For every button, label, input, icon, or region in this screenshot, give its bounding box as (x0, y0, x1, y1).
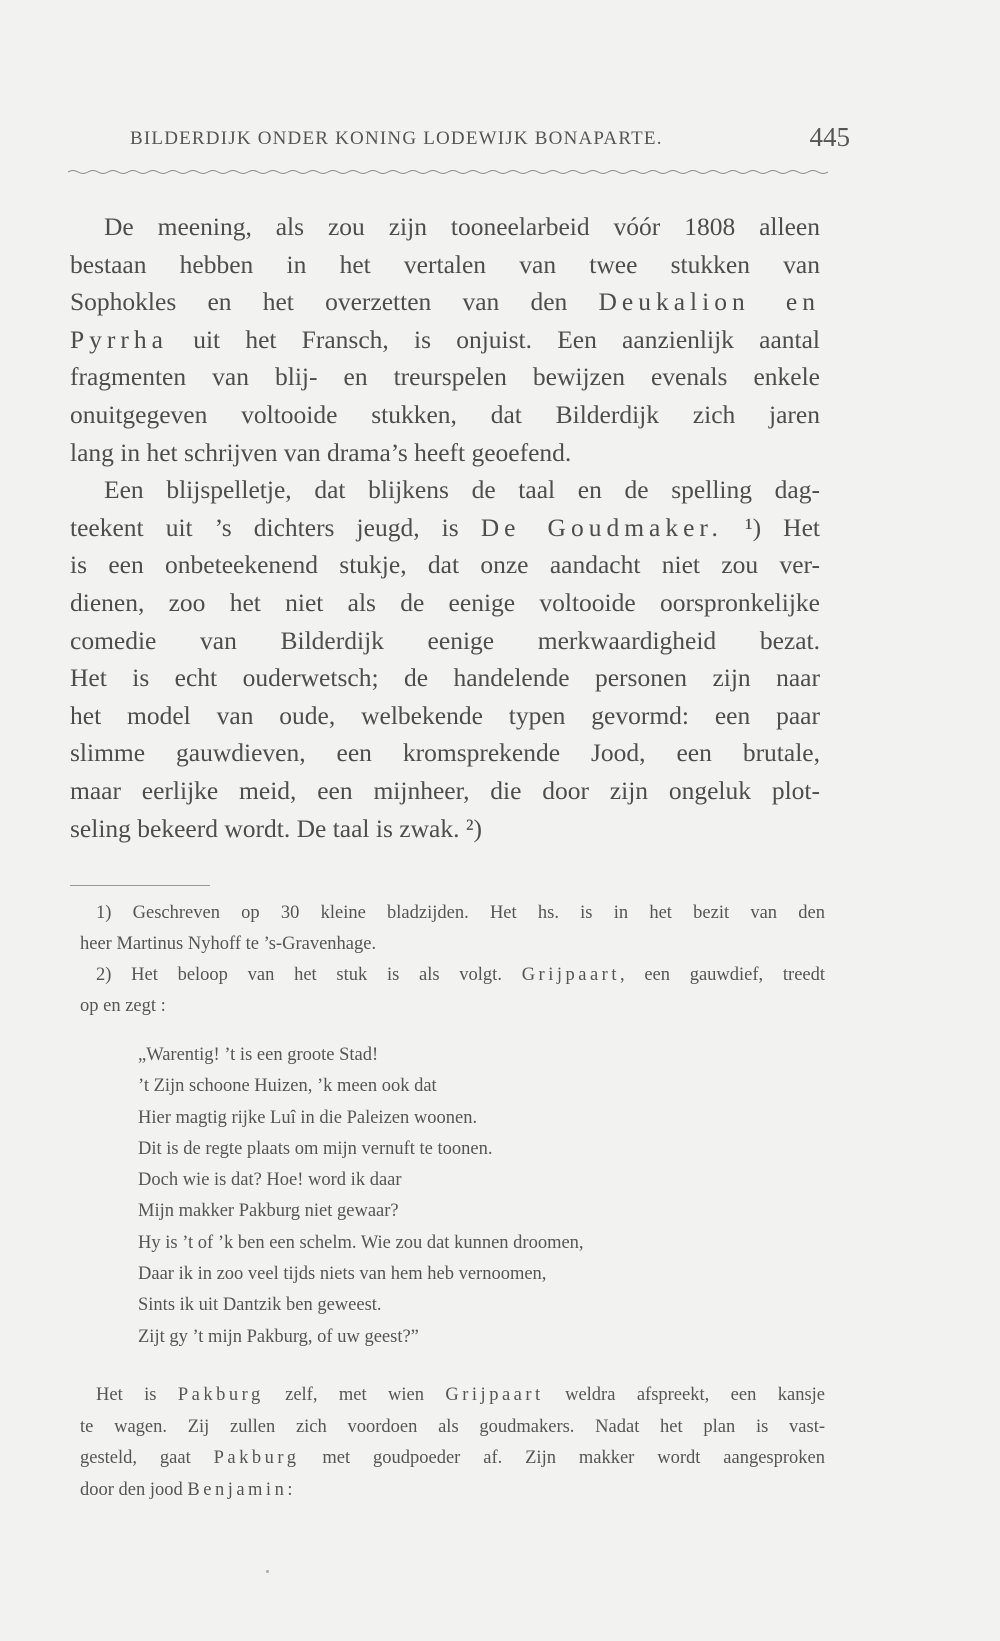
poem-line: „Warentig! ’t is een groote Stad! (138, 1045, 379, 1065)
poem-line: ’t Zijn schoone Huizen, ’k meen ook dat (138, 1076, 437, 1097)
spaced-name: Benjamin: (187, 1479, 296, 1500)
poem-line: Doch wie is dat? Hoe! word ik daar (138, 1170, 402, 1191)
spaced-name: Pakburg (213, 1448, 300, 1469)
text-line: Een blijspelletje, dat blijkens de taal en de spelling dag- (104, 475, 820, 505)
spaced-name: Grijpaart (521, 965, 620, 985)
text-line: fragmenten van blij- en treurspelen bewijzen evenals enkele (70, 362, 820, 392)
footnote-divider (70, 885, 210, 886)
footnote-continuation (80, 1380, 825, 1506)
text-line: Het is echt ouderwetsch; de handelende personen zijn naar (70, 663, 820, 693)
decorative-wavy-rule (68, 168, 828, 176)
footnote-line: door den jood Benjamin: (80, 1479, 296, 1500)
footnotes (80, 898, 825, 1022)
text-line: De meening, als zou zijn tooneelarbeid vóór 1808 alleen (104, 212, 820, 241)
poem-line: Mijn makker Pakburg niet gewaar? (138, 1201, 399, 1222)
text-line: onuitgegeven voltooide stukken, dat Bilderdijk zich jaren (70, 399, 820, 429)
text-line: dienen, zoo het niet als de eenige voltooide oorspronkelijke (70, 587, 820, 617)
spaced-title: Pyrrha (70, 324, 168, 354)
poem-line: Sints ik uit Dantzik ben geweest. (138, 1295, 382, 1316)
footnote-line: 1) Geschreven op 30 kleine bladzijden. Het hs. is in het bezit van den (96, 903, 825, 923)
spaced-name: Grijpaart (445, 1385, 544, 1405)
text-line: teekent uit ’s dichters jeugd, is De Goudmaker. ¹) Het (70, 512, 820, 542)
poem-line: Daar ik in zoo veel tijds niets van hem heb vernoomen, (138, 1264, 547, 1285)
spaced-title: Deukalion en (598, 287, 820, 317)
text-line: seling bekeerd wordt. De taal is zwak. ²) (70, 813, 482, 843)
text-line: lang in het schrijven van drama’s heeft geoefend. (70, 437, 572, 467)
paper-speck (266, 1570, 269, 1573)
text-line: Sophokles en het overzetten van den Deukalion en (70, 287, 820, 317)
footnote-line: te wagen. Zij zullen zich voordoen als goudmakers. Nadat het plan is vast- (80, 1416, 825, 1437)
footnote-line: Het is Pakburg zelf, met wien Grijpaart weldra afspreekt, een kansje (96, 1385, 825, 1405)
poem-line: Zijt gy ’t mijn Pakburg, of uw geest?” (138, 1326, 419, 1347)
text-line: is een onbeteekenend stukje, dat onze aandacht niet zou ver- (70, 550, 820, 580)
footnote-line: heer Martinus Nyhoff te ’s-Gravenhage. (80, 934, 377, 954)
text-line: bestaan hebben in het vertalen van twee stukken van (70, 249, 820, 279)
text-line: het model van oude, welbekende typen gevormd: een paar (70, 700, 820, 730)
footnote-line: op en zegt : (80, 996, 166, 1016)
poem-line: Hier magtig rijke Luî in die Paleizen woonen. (138, 1107, 478, 1128)
main-text (70, 208, 820, 847)
poem-quote (138, 1040, 788, 1353)
running-head (130, 122, 850, 152)
spaced-title: De Goudmaker. (480, 512, 723, 542)
text-line: slimme gauwdieven, een kromsprekende Jood, een brutale, (70, 738, 820, 768)
page-number: 445 (809, 122, 850, 152)
poem-line: Hy is ’t of ’k ben een schelm. Wie zou dat kunnen droomen, (138, 1232, 584, 1253)
text-line: comedie van Bilderdijk eenige merkwaardigheid bezat. (70, 625, 820, 655)
footnote-line: 2) Het beloop van het stuk is als volgt. Grijpaart, een gauwdief, treedt (96, 965, 826, 985)
text-line: Pyrrha uit het Fransch, is onjuist. Een aanzienlijk aantal (70, 324, 820, 354)
text-line: maar eerlijke meid, een mijnheer, die door zijn ongeluk plot- (70, 775, 820, 805)
running-title: BILDERDIJK ONDER KONING LODEWIJK BONAPARTE. (130, 128, 663, 149)
spaced-name: Pakburg (177, 1385, 264, 1405)
poem-line: Dit is de regte plaats om mijn vernuft te toonen. (138, 1138, 493, 1159)
footnote-line: gesteld, gaat Pakburg met goudpoeder af. Zijn makker wordt aangesproken (80, 1448, 825, 1469)
